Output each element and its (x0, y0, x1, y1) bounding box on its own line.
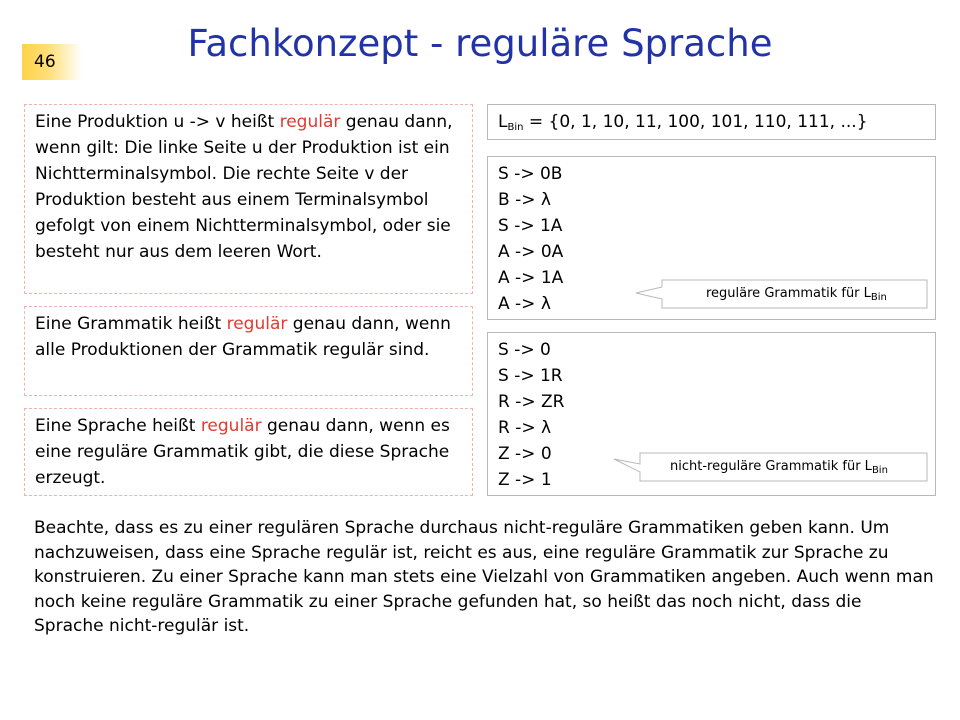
definition-language-highlight: regulär (200, 416, 262, 436)
definition-language-pre: Eine Sprache heißt (35, 416, 201, 436)
grammar-rule: R -> ZR (498, 392, 565, 412)
callout-subscript: Bin (871, 465, 888, 476)
grammar-rule: S -> 0 (498, 340, 551, 360)
callout-label (670, 452, 888, 482)
definition-production-pre: Eine Produktion u -> v heißt (35, 112, 280, 132)
grammar-rule: A -> λ (498, 294, 551, 314)
grammar-rule: R -> λ (498, 418, 552, 438)
language-name: L (498, 112, 508, 132)
callout-label (706, 279, 887, 309)
definition-language-post: genau dann, wenn es eine reguläre Grammatik gibt, die diese Sprache erzeugt. (35, 416, 450, 488)
definition-grammar-post: genau dann, wenn alle Produktionen der Grammatik regulär sind. (35, 314, 451, 360)
callout-subscript: Bin (870, 292, 887, 303)
definition-production-post: genau dann, wenn gilt: Die linke Seite u der Produktion ist ein Nichtterminalsymbol. Die rechte Seite v der Produktion besteht aus einem Terminalsymbol gefolgt von einem Nichtterminalsymbol, oder sie besteht nur aus dem leeren Wort. (35, 112, 453, 262)
grammar-rule: Z -> 1 (498, 470, 552, 490)
page-title: Fachkonzept - reguläre Sprache (187, 22, 773, 65)
slide-number: 46 (22, 44, 82, 80)
callout-text: reguläre Grammatik für L (706, 286, 871, 301)
language-subscript: Bin (507, 122, 524, 133)
grammar-rule: Z -> 0 (498, 444, 552, 464)
grammar-rule: A -> 1A (498, 268, 564, 288)
regular-grammar-callout (634, 279, 930, 309)
nonregular-grammar-callout (612, 452, 930, 482)
definition-grammar-pre: Eine Grammatik heißt (35, 314, 227, 334)
callout-text: nicht-reguläre Grammatik für L (670, 459, 872, 474)
definition-production-highlight: regulär (279, 112, 341, 132)
definition-grammar-box (24, 306, 473, 396)
grammar-rule: S -> 1A (498, 216, 563, 236)
grammar-rule: S -> 0B (498, 164, 563, 184)
note-paragraph: Beachte, dass es zu einer regulären Sprache durchaus nicht-reguläre Grammatiken geben kann. Um nachzuweisen, dass eine Sprache regulär ist, reicht es aus, eine reguläre Grammatik zur Sprache zu konstruieren. Zu einer Sprache kann man stets eine Vielzahl von Grammatiken angeben. Auch wenn man noch keine reguläre Grammatik zu einer Sprache gefunden hat, so heißt das noch nicht, dass die Sprache nicht-regulär ist. (34, 518, 934, 636)
language-set: = {0, 1, 10, 11, 100, 101, 110, 111, ...} (523, 112, 868, 132)
grammar-rule: B -> λ (498, 190, 551, 210)
definition-grammar-highlight: regulär (226, 314, 288, 334)
definition-language-box (24, 408, 473, 496)
grammar-rule: S -> 1R (498, 366, 563, 386)
language-definition-box (487, 104, 936, 140)
definition-production-box (24, 104, 473, 294)
grammar-rule: A -> 0A (498, 242, 564, 262)
